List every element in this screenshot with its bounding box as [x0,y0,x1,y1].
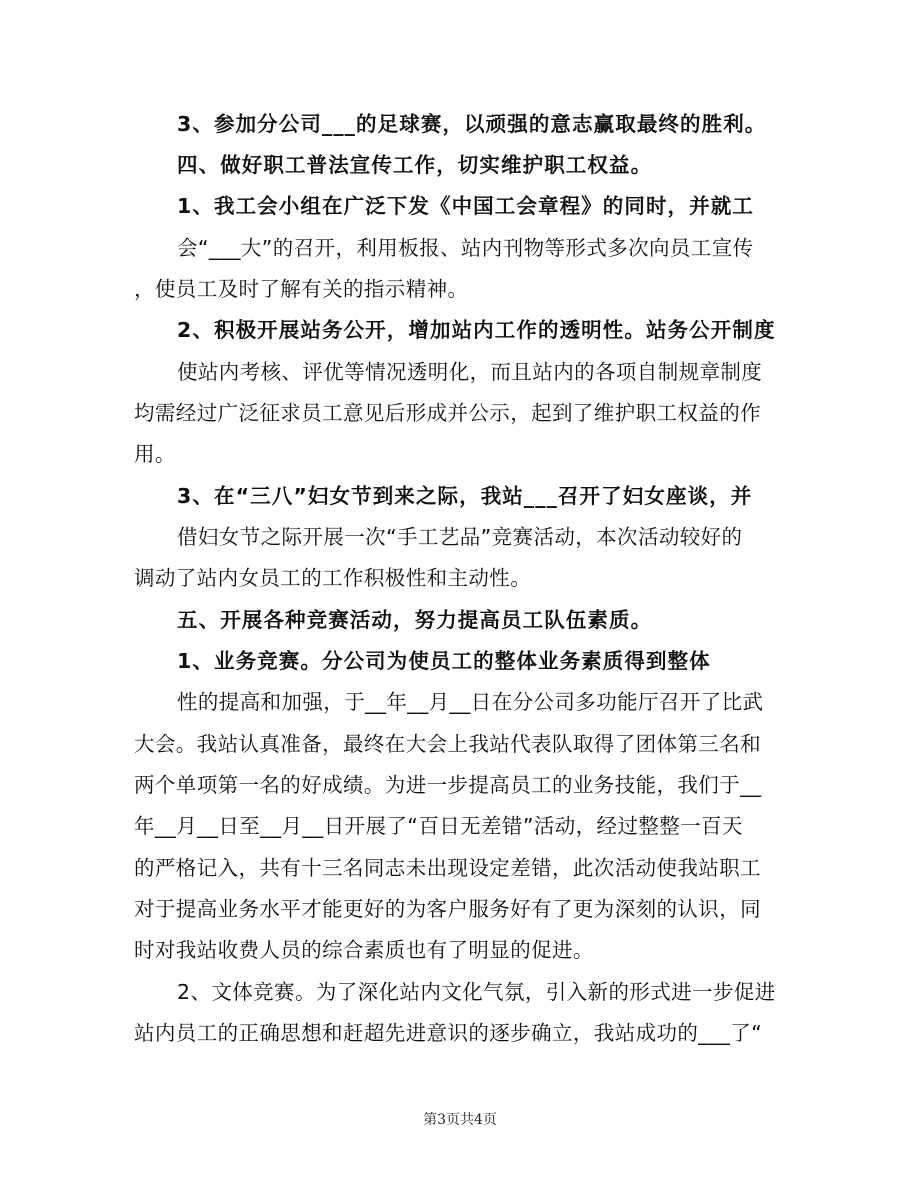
section-heading: 四、做好职工普法宣传工作，切实维护职工权益。 [177,153,653,177]
page-number: 第3页共4页 [423,1112,497,1128]
text-line: 3、在“三八”妇女节到来之际，我站___召开了妇女座谈，并 [177,484,753,508]
text-line: ，使员工及时了解有关的指示精神。 [134,277,469,301]
text-line: 会“___大”的召开，利用板报、站内刊物等形式多次向员工宣传 [177,236,754,260]
text-line: 站内员工的正确思想和赶超先进意识的逐步确立，我站成功的___了“ [134,1021,763,1045]
text-line: 使站内考核、评优等情况透明化，而且站内的各项自制规章制度 [177,360,763,384]
text-line: 对于提高业务水平才能更好的为客户服务好有了更为深刻的认识，同 [134,897,761,921]
text-line: 调动了站内女员工的工作积极性和主动性。 [134,566,532,590]
text-line: 2、积极开展站务公开，增加站内工作的透明性。站务公开制度 [177,318,776,342]
text-line: 均需经过广泛征求员工意见后形成并公示，起到了维护职工权益的作 [134,401,761,425]
text-line: 两个单项第一名的好成绩。为进一步提高员工的业务技能，我们于__ [134,773,762,797]
text-line: 大会。我站认真准备，最终在大会上我站代表队取得了团体第三名和 [134,732,761,756]
text-line: 2、文体竞赛。为了深化站内文化气氛，引入新的形式进一步促进 [177,980,776,1004]
text-line: 1、业务竞赛。分公司为使员工的整体业务素质得到整体 [177,649,711,673]
text-line: 年__月__日至__月__日开展了“百日无差错”活动，经过整整一百天 [134,814,743,838]
text-line: 1、我工会小组在广泛下发《中国工会章程》的同时，并就工 [177,194,754,218]
text-line: 时对我站收费人员的综合素质也有了明显的促进。 [134,938,594,962]
text-line: 3、参加分公司___的足球赛，以顽强的意志赢取最终的胜利。 [177,112,767,136]
section-heading: 五、开展各种竞赛活动，努力提高员工队伍素质。 [177,608,653,632]
text-line: 借妇女节之际开展一次“手工艺品”竞赛活动，本次活动较好的 [177,525,743,549]
text-line: 的严格记入，共有十三名同志未出现设定差错，此次活动使我站职工 [134,856,761,880]
text-line: 性的提高和加强，于__年__月__日在分公司多功能厅召开了比武 [177,690,764,714]
text-line: 用。 [134,442,176,466]
